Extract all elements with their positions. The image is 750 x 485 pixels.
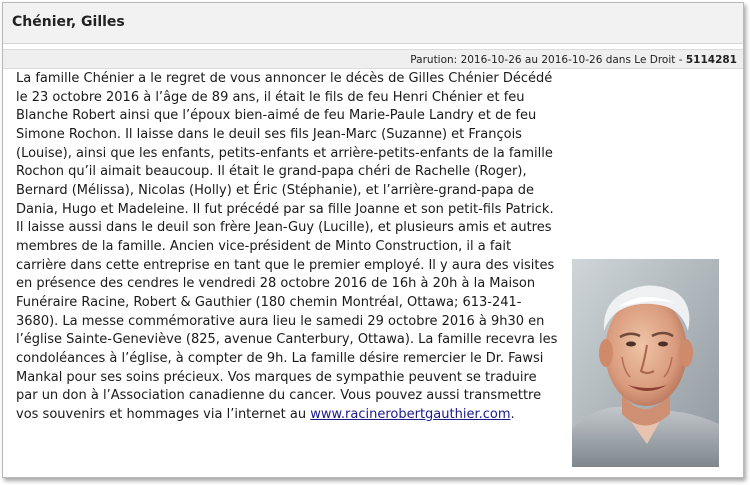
newspaper-name: Le Droit xyxy=(634,54,676,66)
obituary-end: . xyxy=(510,406,515,422)
publication-mid: dans xyxy=(602,54,635,66)
obituary-card xyxy=(2,2,744,478)
portrait-image xyxy=(572,259,719,467)
title-bar xyxy=(3,3,743,44)
notice-number: 5114281 xyxy=(685,54,737,66)
funeral-home-link[interactable]: www.racinerobertgauthier.com xyxy=(310,406,511,422)
obituary-text xyxy=(16,70,561,424)
publication-sep: - xyxy=(675,54,686,66)
publication-dates: 2016-10-26 au 2016-10-26 xyxy=(460,54,603,66)
portrait-photo xyxy=(572,259,719,467)
publication-info xyxy=(3,49,743,69)
obituary-name: Chénier, Gilles xyxy=(12,14,125,30)
obituary-body: La famille Chénier a le regret de vous annoncer le décès de Gilles Chénier Décédé le 23 octobre 2016 à l’âge de 89 ans, il était le fils de feu Henri Chénier et feu Blanche Robert ainsi que l’époux bien-aimé de feu Marie-Paule Landry et de feu Simone Rochon. Il laisse dans le deuil ses fils Jean-Marc (Suzanne) et François (Louise), ainsi que les enfants, petits-enfants et arrière-petits-enfants de la famille Rochon qu’il aimait beaucoup. Il était le grand-papa chéri de Rachelle (Roger), Bernard (Mélissa), Nicolas (Holly) et Éric (Stéphanie), et l’arrière-grand-papa de Dania, Hugo et Madeleine. Il fut précédé par sa fille Joanne et son petit-fils Patrick. Il laisse aussi dans le deuil son frère Jean-Guy (Lucille), et plusieurs amis et autres membres de la famille. Ancien vice-président de Minto Construction, il a fait carrière dans cette entreprise en tant que le premier employé. Il y aura des visites en présence des cendres le vendredi 28 octobre 2016 de 16h à 20h à la Maison Funéraire Racine, Robert & Gauthier (180 chemin Montréal, Ottawa; 613-241-3680). La messe commémorative aura lieu le samedi 29 octobre 2016 à 9h30 en l’église Sainte-Geneviève (825, avenue Canterbury, Ottawa). La famille recevra les condoléances à l’église, à compter de 9h. La famille désire remercier le Dr. Fawsi Mankal pour ses soins précieux. Vos marques de sympathie peuvent se traduire par un don à l’Association canadienne du cancer. Vous pouvez aussi transmettre vos souvenirs et hommages via l’internet au xyxy=(16,71,558,422)
publication-prefix: Parution: xyxy=(410,54,461,66)
